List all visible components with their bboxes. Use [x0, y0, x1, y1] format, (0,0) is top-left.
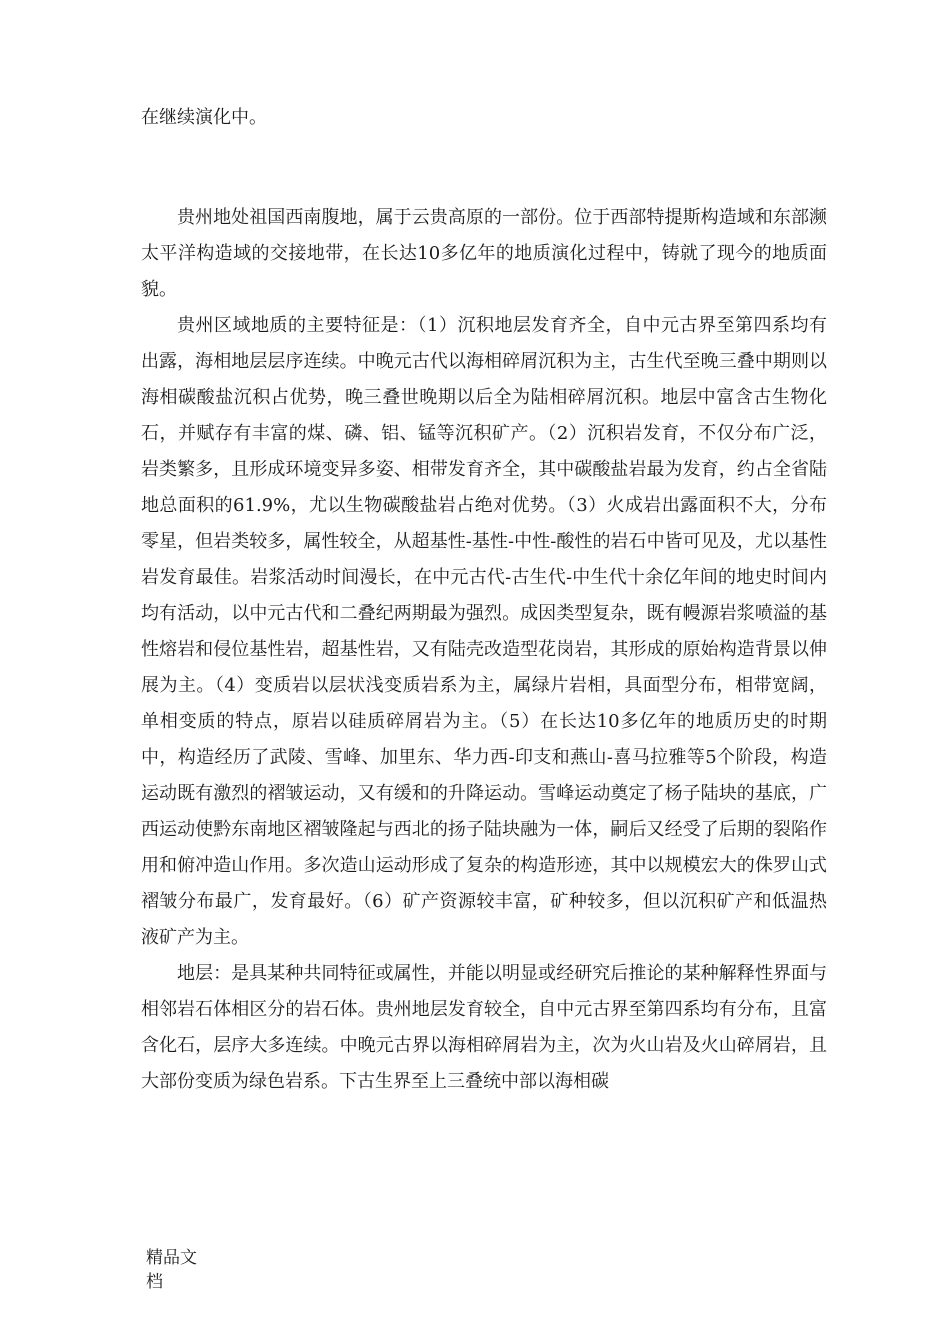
paragraph-strata: 地层：是具某种共同特征或属性，并能以明显或经研究后推论的某种解释性界面与相邻岩石体相区分的岩石体。贵州地层发育较全，自中元古界至第四系均有分布，且富含化石，层序大多连续。中晚元古界以海相碎屑岩为主，次为火山岩及火山碎屑岩，且大部份变质为绿色岩系。下古生界至上三叠统中部以海相碳: [141, 963, 827, 1092]
footer-watermark-text: 精品文档: [146, 1248, 197, 1292]
paragraph-continuation: 在继续演化中。: [141, 107, 267, 128]
document-body: [141, 100, 827, 1100]
paragraph-location: 贵州地处祖国西南腹地，属于云贵高原的一部份。位于西部特提斯构造域和东部濒太平洋构造域的交接地带，在长达10多亿年的地质演化过程中，铸就了现今的地质面貌。: [141, 207, 827, 300]
paragraph-geology-features: 贵州区域地质的主要特征是：（1）沉积地层发育齐全，自中元古界至第四系均有出露，海相地层层序连续。中晚元古代以海相碎屑沉积为主，古生代至晚三叠中期则以海相碳酸盐沉积占优势，晚三叠世晚期以后全为陆相碎屑沉积。地层中富含古生物化石，并赋存有丰富的煤、磷、铝、锰等沉积矿产。（2）沉积岩发育，不仅分布广泛，岩类繁多，且形成环境变异多姿、相带发育齐全，其中碳酸盐岩最为发育，约占全省陆地总面积的61.9%，尤以生物碳酸盐岩占绝对优势。（3）火成岩出露面积不大，分布零星，但岩类较多，属性较全，从超基性-基性-中性-酸性的岩石中皆可见及，尤以基性岩发育最佳。岩浆活动时间漫长，在中元古代-古生代-中生代十余亿年间的地史时间内均有活动，以中元古代和二叠纪两期最为强烈。成因类型复杂，既有幔源岩浆喷溢的基性熔岩和侵位基性岩，超基性岩，又有陆壳改造型花岗岩，其形成的原始构造背景以伸展为主。（4）变质岩以层状浅变质岩系为主，属绿片岩相，具面型分布，相带宽阔，单相变质的特点，原岩以硅质碎屑岩为主。（5）在长达10多亿年的地质历史的时期中，构造经历了武陵、雪峰、加里东、华力西-印支和燕山-喜马拉雅等5个阶段，构造运动既有激烈的褶皱运动，又有缓和的升降运动。雪峰运动奠定了杨子陆块的基底，广西运动使黔东南地区褶皱隆起与西北的扬子陆块融为一体，嗣后又经受了后期的裂陷作用和俯冲造山作用。多次造山运动形成了复杂的构造形迹，其中以规模宏大的侏罗山式褶皱分布最广，发育最好。（6）矿产资源较丰富，矿种较多，但以沉积矿产和低温热液矿产为主。: [141, 315, 827, 948]
